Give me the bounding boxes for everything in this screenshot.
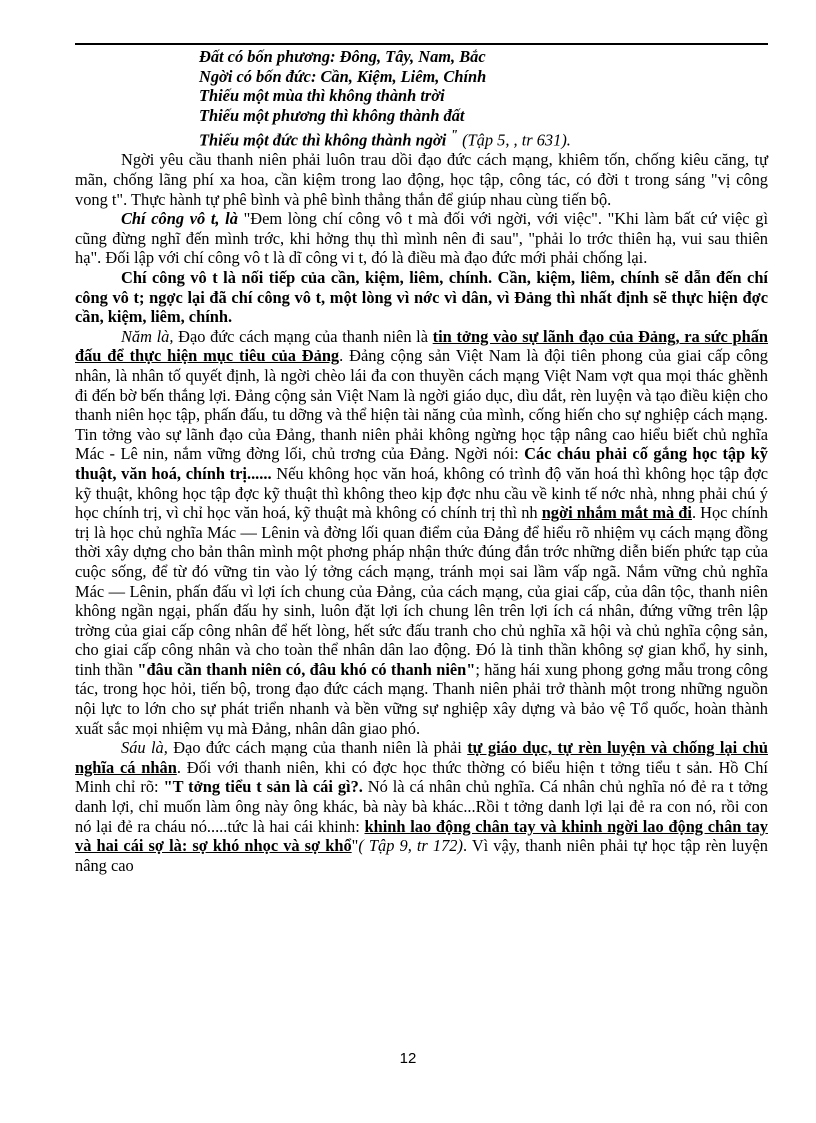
bold-quote: "đâu cần thanh niên có, đâu khó có thanh niên" — [137, 659, 476, 679]
paragraph-text: . Đối với thanh niên, khi có đợc học thức thờng có biểu hiện t tởng tiểu t sản. Hồ Chí Minh chỉ rõ: — [75, 757, 768, 797]
citation: ( Tập 9, tr 172) — [358, 836, 463, 856]
poem-citation-end: . — [566, 130, 571, 150]
poem-citation: (Tập 5, , tr 631) — [462, 130, 567, 150]
poem-line: Ngời có bốn đức: Cần, Kiệm, Liêm, Chính — [199, 66, 487, 86]
paragraph-lead: Sáu là, — [121, 738, 168, 758]
paragraph-text: Đạo đức cách mạng của thanh niên là — [173, 326, 433, 346]
poem-line: Thiếu một phương thì không thành đất — [199, 105, 465, 125]
paragraph-text: Đạo đức cách mạng của thanh niên là phải — [167, 738, 468, 758]
paragraph-3 — [75, 268, 768, 327]
underlined-emphasis: ngời nhắm mắt mà đi — [541, 503, 692, 523]
paragraph-text: Ngời yêu cầu thanh niên phải luôn trau dồi đạo đức cách mạng, khiêm tốn, chống kiêu căng, tự mãn, chống lãng phí xa hoa, cần kiệm trong lao động, học tập, công tác, có đời t trong sáng "vị công vong t". Thực hành tự phê bình và phê bình thẳng thắn để giúp nhau cùng tiến bộ. — [75, 150, 768, 209]
bold-quote: Các cháu phải cố gắng học tập kỹ thuật, văn hoá, chính trị...... — [75, 444, 768, 483]
poem-line: Đất có bốn phương: Đông, Tây, Nam, Bắc — [199, 47, 486, 66]
underlined-emphasis: tự giáo dục, tự rèn luyện và chống lại chủ nghĩa cá nhân — [75, 738, 769, 777]
poem-line: Thiếu một mùa thì không thành trời — [199, 86, 445, 106]
underlined-emphasis: tin tởng vào sự lãnh đạo của Đảng, ra sức phấn đấu để thực hiện mục tiêu của Đảng — [75, 326, 768, 366]
paragraph-text: . Học chính trị là học chủ nghĩa Mác — Lênin và đờng lối quan điểm của Đảng để hiểu rõ nhiệm vụ cách mạng đồng thời xây dựng cho bản thân mình một phơng pháp nhận thức đúng đắn trớc những diễn biến phức tạp của cuộc sống, để từ đó vững tin vào lý tởng cách mạng, tránh mọi sai lầm vấp ngã. Nắm vững chủ nghĩa Mác — Lênin, phấn đấu vì lợi ích chung của Đảng, của cách mạng, của giai cấp, của dân tộc, thanh niên không ngần ngại, phấn đấu hy sinh, luôn đặt lợi ích chung lên trên lợi ích cá nhân, đứng vững trên lập trờng của giai cấp công nhân để hết lòng, hết sức đấu tranh cho chủ nghĩa xã hội và chủ nghĩa cộng sản, cho giai cấp công nhân và cho toàn thể nhân dân lao động. Đó là tinh thần không sợ gian khổ, hy sinh, tinh thần — [75, 503, 768, 679]
paragraph-text: "Đem lòng chí công vô t mà đối với ngời, với việc". "Khi làm bất cứ việc gì cũng đừng nghĩ đến mình trớc, khi hởng thụ thì mình nên đi sau", "phải lo trớc thiên hạ, vui sau thiên hạ". Đối lập với chí công vô t là dĩ công vi t, đó là điều mà đạo đức mới phải chống lại. — [75, 209, 768, 268]
paragraph-text: Nếu không học văn hoá, không có trình độ văn hoá thì không học tập đợc kỹ thuật, không học tập đợc kỹ thuật thì không theo kịp đợc nhu cầu về kinh tế nớc nhà, nhng phải chú ý học chính trị, vì chỉ học văn hoá, kỹ thuật mà không có chính trị thì nh — [75, 463, 768, 523]
paragraph-text: ; hăng hái xung phong gơng mẫu trong công tác, trong học hỏi, tiến bộ, trong đạo đức cách mạng. Thanh niên phải trở thành một trong những nguồn nội lực to lớn cho sự phát triển nhanh và bền vững sự nghiệp xây dựng và bảo vệ Tổ quốc, hoàn thành xuất sắc mọi nhiệm vụ mà Đảng, nhân dân giao phó. — [75, 659, 768, 738]
paragraph-text: . Vì vậy, thanh niên phải tự học tập rèn luyện nâng cao — [75, 836, 768, 875]
paragraph-text: Nó là cá nhân chủ nghĩa. Cá nhân chủ nghĩa nó đẻ ra t tởng danh lợi, chỉ muốn làm ông này ông khác, bà này bà khác...Rồi t tởng danh lợi lại đẻ ra con nó, rồi con nó lại đẻ ra cháu nó.....tức là hai cái khinh: — [75, 777, 769, 836]
underlined-emphasis: khinh lao động chân tay và khinh ngời lao động chân tay và hai cái sợ là: sợ khó nhọc và sợ khổ — [75, 816, 768, 856]
poem-last-line — [199, 125, 768, 150]
paragraph-lead: Năm là, — [121, 326, 174, 346]
paragraph-5 — [75, 738, 768, 875]
page-number: 12 — [399, 1050, 417, 1067]
paragraph-text: . Đảng cộng sản Việt Nam là đội tiên phong của giai cấp công nhân, là nhân tố quyết định, là ngời chèo lái đa con thuyền cách mạng Việt Nam vợt qua mọi thác ghềnh đi đến bờ bến thắng lợi. Đảng cộng sản Việt Nam là ngời giáo dục, dìu dắt, rèn luyện và tạo điều kiện cho thanh niên học tập, phấn đấu, tu dỡng và thể hiện tài năng của mình, cống hiến cho sự nghiệp cách mạng. Tin tởng vào sự lãnh đạo của Đảng, thanh niên phải không ngừng học tập nâng cao hiểu biết chủ nghĩa Mác - Lê nin, nắm vững đờng lối, chủ trơng của Đảng. Ngời nói: — [75, 346, 769, 464]
poem-block — [199, 47, 768, 150]
paragraph-text: " — [351, 836, 359, 856]
paragraph-2 — [75, 209, 768, 268]
poem-line: Thiếu một đức thì không thành ngời — [199, 130, 447, 150]
bold-quote: "T tởng tiểu t sản là cái gì?. — [163, 777, 363, 797]
paragraph-4 — [75, 327, 768, 738]
header-rule — [75, 43, 768, 45]
paragraph-text: Chí công vô t là nối tiếp của cần, kiệm, liêm, chính. Cần, kiệm, liêm, chính sẽ dẫn đến chí công vô t; ngợc lại đã chí công vô t, một lòng vì nớc vì dân, vì Đảng thì nhất định sẽ thực hiện đợc cần, kiệm, liêm, chính. — [75, 268, 768, 327]
paragraph-1 — [75, 150, 768, 209]
paragraph-lead: Chí công vô t, là — [121, 209, 238, 229]
page-content — [75, 47, 768, 875]
quote-mark: " — [450, 127, 458, 143]
